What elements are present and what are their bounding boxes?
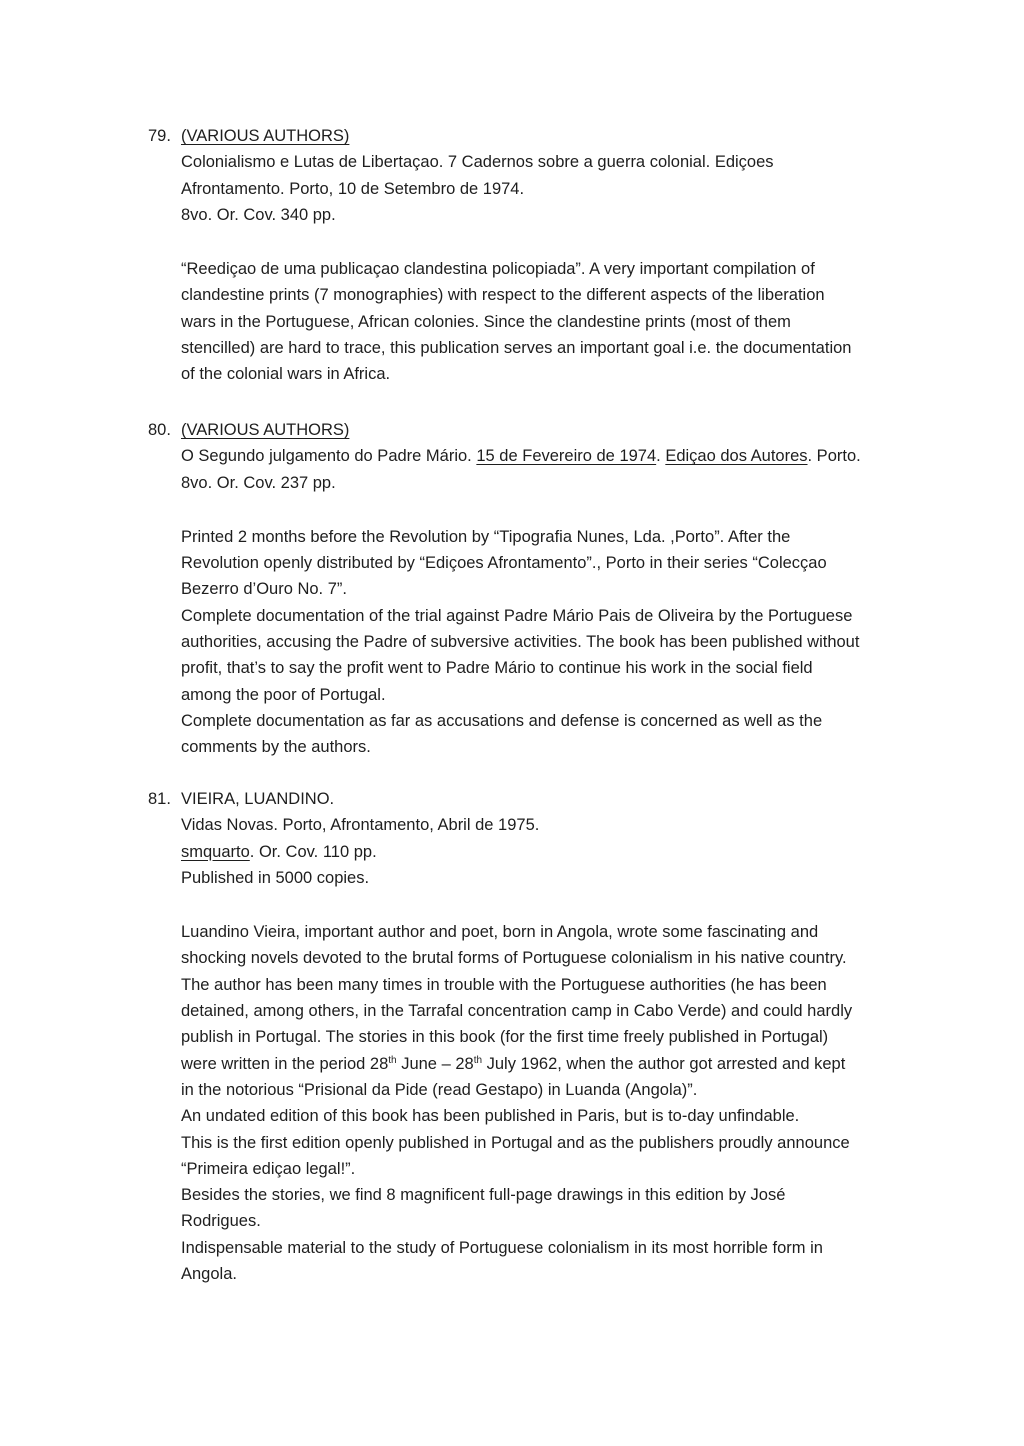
entry-format: 8vo. Or. Cov. 237 pp. [181,473,336,492]
entry-number: 80. [148,421,171,439]
entry-desc-line: stencilled) are hard to trace, this publication serves an important goal i.e. the documentation [181,339,852,358]
entry-desc-line: among the poor of Portugal. [181,685,386,704]
entry-desc-line: detained, among others, in the Tarrafal concentration camp in Cabo Verde) and could hardly [181,1002,853,1021]
entry-desc-line: This is the first edition openly published in Portugal and as the publishers proudly announce [181,1133,850,1152]
entry-title: Colonialismo e Lutas de Libertaçao. 7 Cadernos sobre a guerra colonial. Ediçoes [181,153,774,172]
entry-edition: Published in 5000 copies. [181,868,370,887]
entry-desc-line: shocking novels devoted to the brutal forms of Portuguese colonialism in his native country. [181,949,847,968]
entry-desc-line: comments by the authors. [181,738,371,757]
entry-author: (VARIOUS AUTHORS) [181,421,350,439]
catalogue-entry-81 [148,786,908,1287]
entry-desc-line: Rodrigues. [181,1212,261,1231]
entry-desc-line: Complete documentation as far as accusations and defense is concerned as well as the [181,711,823,730]
entry-desc-line: Indispensable material to the study of Portuguese colonialism in its most horrible form in [181,1238,823,1257]
entry-desc-line: authorities, accusing the Padre of subversive activities. The book has been published without [181,633,860,652]
catalogue-entry-80 [148,417,908,761]
entry-desc-line: Bezerro d’Ouro No. 7”. [181,580,347,599]
entry-desc-line: were written in the period 28th June – 28th July 1962, when the author got arrested and kept [181,1054,846,1073]
entry-number: 81. [148,790,171,808]
entry-desc-line: of the colonial wars in Africa. [181,365,391,384]
entry-number: 79. [148,127,171,145]
entry-format: 8vo. Or. Cov. 340 pp. [181,205,336,224]
entry-desc-line: Besides the stories, we find 8 magnificent full-page drawings in this edition by José [181,1186,786,1205]
entry-desc-line: wars in the Portuguese, African colonies. Since the clandestine prints (most of them [181,312,791,331]
entry-desc-line: Complete documentation of the trial against Padre Mário Pais de Oliveira by the Portuguese [181,606,853,625]
entry-desc-line: Luandino Vieira, important author and poet, born in Angola, wrote some fascinating and [181,923,819,942]
entry-date: 15 de Fevereiro de 1974 [476,447,657,466]
catalogue-entry-79 [148,123,908,388]
entry-title: Vidas Novas. Porto, Afrontamento, Abril de 1975. [181,816,540,835]
entry-desc-line: The author has been many times in trouble with the Portuguese authorities (he has been [181,975,827,994]
entry-desc-line: “Reediçao de uma publicaçao clandestina policopiada”. A very important compilation of [181,260,815,279]
entry-title-cont: Afrontamento. Porto, 10 de Setembro de 1974. [181,179,525,198]
entry-desc-line: clandestine prints (7 monographies) with respect to the different aspects of the liberation [181,286,825,305]
entry-author: (VARIOUS AUTHORS) [181,127,350,145]
entry-format: smquarto. Or. Cov. 110 pp. [181,842,377,861]
entry-publisher: Ediçao dos Autores [665,447,808,466]
entry-desc-line: Printed 2 months before the Revolution by “Tipografia Nunes, Lda. ,Porto”. After the [181,527,791,546]
entry-desc-line: publish in Portugal. The stories in this book (for the first time freely published in Portugal) [181,1028,829,1047]
entry-desc-line: An undated edition of this book has been published in Paris, but is to-day unfindable. [181,1107,800,1126]
entry-desc-line: in the notorious “Prisional da Pide (read Gestapo) in Luanda (Angola)”. [181,1080,698,1099]
entry-desc-line: “Primeira ediçao legal!”. [181,1159,356,1178]
entry-desc-line: profit, that’s to say the profit went to Padre Mário to continue his work in the social field [181,659,813,678]
entry-desc-line: Revolution openly distributed by “Ediçoes Afrontamento”., Porto in their series “Colecçao [181,554,827,573]
entry-title: O Segundo julgamento do Padre Mário. 15 de Fevereiro de 1974. Ediçao dos Autores. Porto. [181,447,861,466]
entry-author: VIEIRA, LUANDINO. [181,790,335,808]
entry-desc-line: Angola. [181,1265,237,1284]
